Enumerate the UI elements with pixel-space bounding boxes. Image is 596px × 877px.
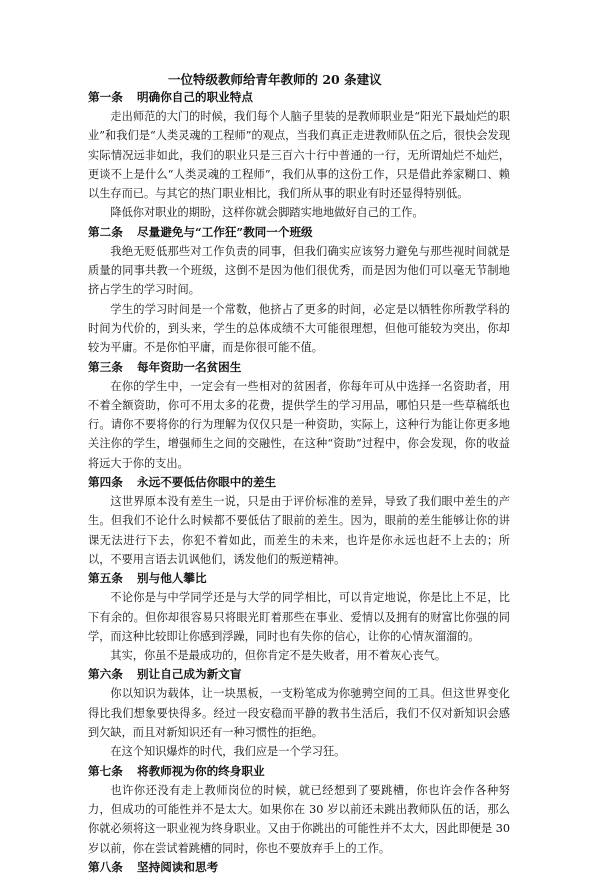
body-paragraph: 不论你是与中学同学还是与大学的同学相比，可以肯定地说，你是比上不足，比下有余的。但你却很容易只将眼光盯着那些在事业、爱情以及拥有的财富比你强的同学，而这种比较即让你感到浮躁，同时也有失你的信心，让你的心情灰溜溜的。 xyxy=(88,591,510,643)
body-paragraph: 其实，你虽不是最成功的，但你肯定不是失败者，用不着灰心丧气。 xyxy=(110,649,447,663)
body-paragraph: 在你的学生中，一定会有一些相对的贫困者，你每年可从中选择一名资助者，用不着全额资助，你可不用太多的花费，提供学生的学习用品，哪怕只是一些草稿纸也行。请你不要将你的行为理解为仅仅只是一种资助，实际上，这种行为能让你更多地关注你的学生，增强师生之间的交融性，在这种“资助”过程中，你会发现，你的收益将远大于你的支出。 xyxy=(88,379,510,470)
section-number: 第六条 xyxy=(88,667,123,682)
body-paragraph: 你以知识为载体，让一块黑板，一支粉笔成为你驰骋空间的工具。但这世界变化得比我们想象要快得多。经过一段安稳而平静的教书生活后，我们不仅对新知识会感到欠缺，而且对新知识还有一种习惯性的拒绝。 xyxy=(88,687,510,740)
section-heading xyxy=(88,858,510,877)
section-heading xyxy=(88,358,510,377)
section-heading xyxy=(88,473,510,492)
section-title: 将教师视为你的终身职业 xyxy=(137,763,265,778)
section-title: 尽量避免与“工作狂”教同一个班级 xyxy=(137,224,313,239)
body-paragraph: 这世界原本没有差生一说，只是由于评价标准的差异，导致了我们眼中差生的产生。但我们不论什么时候都不要低估了眼前的差生。因为，眼前的差生能够让你的讲课无法进行下去，你犯不着如此，而差生的未来，也许是你永远也赶不上去的；所以，不要用言语去讥讽他们，诱发他们的叛逆精神。 xyxy=(88,495,510,566)
section-title: 永远不要低估你眼中的差生 xyxy=(137,475,277,490)
section-title: 别与他人攀比 xyxy=(137,571,207,586)
body-paragraph: 走出师范的大门的时候，我们每个人脑子里装的是教师职业是“阳光下最灿烂的职业”和我们是“人类灵魂的工程师”的观点，当我们真正走进教师队伍之后，很快会发现实际情况远非如此，我们的职业只是三百六十行中普通的一行，无所谓灿烂不灿烂，更谈不上是什么“人类灵魂的工程师”，我们从事的这份工作，只是借此养家糊口、赖以生存而已。与其它的热门职业相比，我们所从事的职业有时还显得特别低。 xyxy=(88,110,510,201)
section-title: 别让自己成为新文盲 xyxy=(137,667,242,682)
body-paragraph: 在这个知识爆炸的时代，我们应是一个学习狂。 xyxy=(110,745,346,759)
section-title: 明确你自己的职业特点 xyxy=(137,90,253,104)
body-paragraph: 我绝无贬低那些对工作负责的同事，但我们确实应该努力避免与那些视时间就是质量的同事共教一个班级，这倒不是因为他们很优秀，而是因为他们可以毫无节制地挤占学生的学习时间。 xyxy=(88,244,510,297)
body-paragraph: 降低你对职业的期盼，这样你就会脚踏实地地做好自己的工作。 xyxy=(110,206,424,220)
section-number: 第八条 xyxy=(88,859,123,874)
article-section xyxy=(88,223,510,358)
body-paragraph: 也许你还没有走上教师岗位的时候，就已经想到了要跳槽，你也许会作各种努力，但成功的可能性并不是太大。如果你在 30 岁以前还未跳出教师队伍的话，那么你就必须将这一职业视为终身职业。又由于你跳出的可能性并不太大，因此即便是 30 岁以前，你在尝试着跳槽的同时，你也不要放弃手上的工作。 xyxy=(88,783,510,855)
section-number: 第三条 xyxy=(88,359,123,374)
section-heading xyxy=(88,88,510,107)
section-title: 每年资助一名贫困生 xyxy=(137,359,242,374)
section-number: 第一条 xyxy=(88,90,123,104)
article-section xyxy=(88,358,510,473)
section-heading xyxy=(88,569,510,588)
body-paragraph: 学生的学习时间是一个常数，他挤占了更多的时间，必定是以牺牲你所教学科的时间为代价的，到头来，学生的总体成绩不大可能很理想，但他可能较为突出，你却较为平庸。不是你怕平庸，而是你很可能不值。 xyxy=(88,302,510,355)
section-number: 第二条 xyxy=(88,224,123,239)
article-section xyxy=(88,665,510,761)
section-heading xyxy=(88,223,510,242)
article-section xyxy=(88,88,510,223)
section-number: 第七条 xyxy=(88,763,123,778)
article-section xyxy=(88,762,510,858)
section-heading xyxy=(88,665,510,684)
document-title: 一位特级教师给青年教师的 20 条建议 xyxy=(168,72,382,87)
section-title: 坚持阅读和思考 xyxy=(137,859,219,874)
article-section xyxy=(88,473,510,569)
section-number: 第四条 xyxy=(88,475,123,490)
article-section xyxy=(88,858,510,877)
article-section xyxy=(88,569,510,665)
section-heading xyxy=(88,762,510,781)
document-body xyxy=(88,88,510,877)
section-number: 第五条 xyxy=(88,571,123,586)
